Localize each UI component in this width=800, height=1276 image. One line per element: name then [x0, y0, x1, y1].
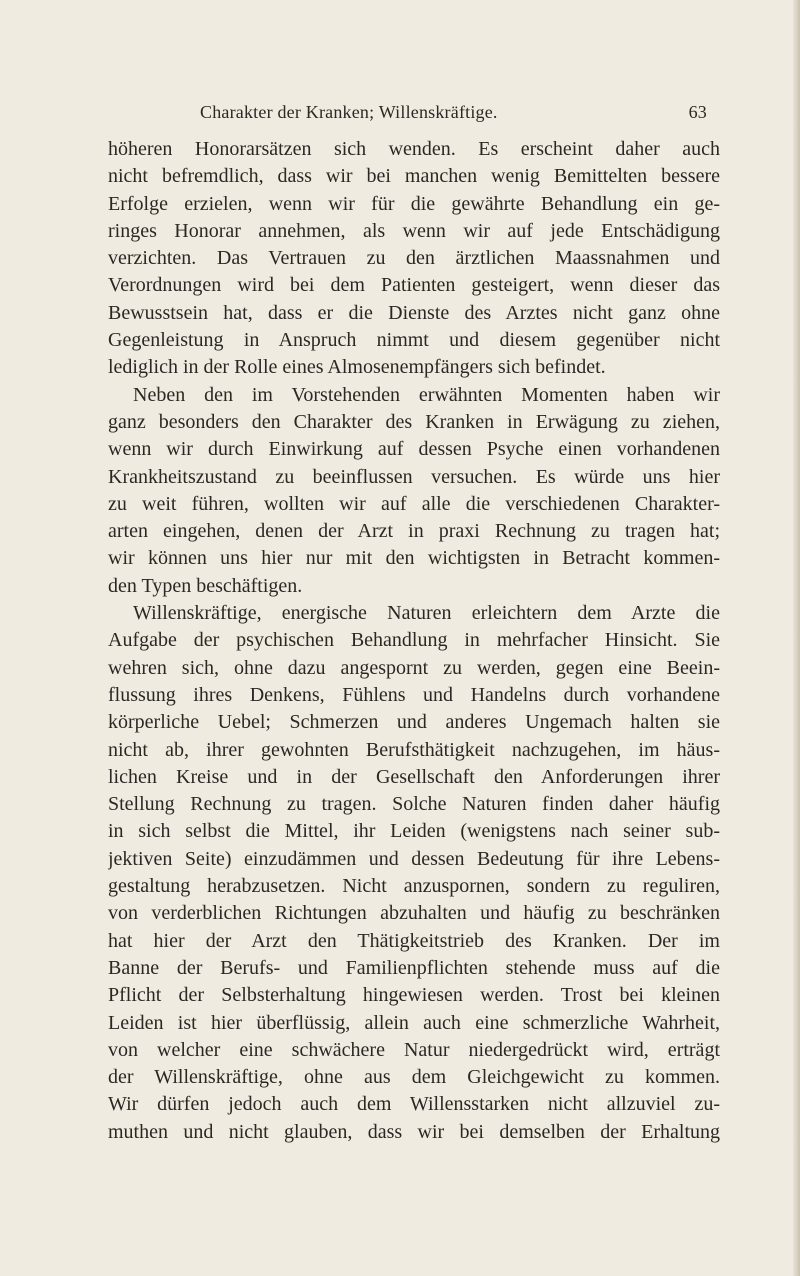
text-line: zu weit führen, wollten wir auf alle die verschiedenen Charakter- [108, 492, 720, 515]
text-line: in sich selbst die Mittel, ihr Leiden (wenigstens nach seiner sub- [108, 820, 720, 843]
text-line: körperliche Uebel; Schmerzen und anderes Ungemach halten sie [108, 711, 720, 734]
text-line: der Willenskräftige, ohne aus dem Gleichgewicht zu kommen. [108, 1066, 720, 1089]
text-line: Gegenleistung in Anspruch nimmt und diesem gegenüber nicht [108, 329, 720, 352]
page-number: 63 [688, 102, 707, 122]
text-line: ganz besonders den Charakter des Kranken in Erwägung zu ziehen, [108, 410, 720, 433]
text-line: wenn wir durch Einwirkung auf dessen Psyche einen vorhandenen [108, 438, 720, 461]
text-line: Banne der Berufs- und Familienpflichten stehende muss auf die [108, 956, 720, 979]
text-line: Bewusstsein hat, dass er die Dienste des Arztes nicht ganz ohne [108, 301, 720, 324]
running-header [200, 101, 707, 123]
text-line: verzichten. Das Vertrauen zu den ärztlichen Maassnahmen und [108, 247, 720, 270]
text-line: gestaltung herabzusetzen. Nicht anzuspornen, sondern zu reguliren, [108, 875, 720, 898]
running-title: Charakter der Kranken; Willenskräftige. [200, 102, 498, 122]
text-line: höheren Honorarsätzen sich wenden. Es erscheint daher auch [108, 138, 720, 160]
text-line: den Typen beschäftigen. [108, 574, 303, 597]
text-line: Pflicht der Selbsterhaltung hingewiesen werden. Trost bei kleinen [108, 984, 720, 1007]
text-line: Erfolge erzielen, wenn wir für die gewährte Behandlung ein ge- [108, 192, 720, 215]
text-line: Wir dürfen jedoch auch dem Willensstarken nicht allzuviel zu- [108, 1093, 720, 1116]
text-line: Stellung Rechnung zu tragen. Solche Naturen finden daher häufig [108, 793, 720, 816]
text-line: Verordnungen wird bei dem Patienten gesteigert, wenn dieser das [108, 274, 720, 297]
text-line: jektiven Seite) einzudämmen und dessen Bedeutung für ihre Lebens- [108, 847, 720, 870]
text-line: von welcher eine schwächere Natur niedergedrückt wird, erträgt [108, 1038, 720, 1061]
text-line: Willenskräftige, energische Naturen erleichtern dem Arzte die [133, 602, 720, 625]
text-line: muthen und nicht glauben, dass wir bei demselben der Erhaltung [108, 1120, 720, 1143]
text-line: von verderblichen Richtungen abzuhalten und häufig zu beschränken [108, 902, 720, 925]
text-line: Aufgabe der psychischen Behandlung in mehrfacher Hinsicht. Sie [108, 629, 720, 652]
text-line: hat hier der Arzt den Thätigkeitstrieb des Kranken. Der im [108, 929, 720, 952]
text-line: nicht befremdlich, dass wir bei manchen wenig Bemittelten bessere [108, 165, 720, 188]
body-text [108, 136, 720, 1146]
text-line: lediglich in der Rolle eines Almosenempfängers sich befindet. [108, 356, 606, 379]
text-line: nicht ab, ihrer gewohnten Berufsthätigkeit nachzugehen, im häus- [108, 738, 720, 761]
text-line: Neben den im Vorstehenden erwähnten Momenten haben wir [133, 383, 720, 406]
text-line: wehren sich, ohne dazu angespornt zu werden, gegen eine Beein- [108, 656, 720, 679]
text-line: arten eingehen, denen der Arzt in praxi Rechnung zu tragen hat; [108, 520, 720, 543]
text-line: lichen Kreise und in der Gesellschaft den Anforderungen ihrer [108, 765, 720, 788]
text-line: ringes Honorar annehmen, als wenn wir auf jede Entschädigung [108, 219, 720, 242]
page-edge-shadow [793, 0, 800, 1276]
text-line: flussung ihres Denkens, Fühlens und Handelns durch vorhandene [108, 683, 720, 706]
text-line: Krankheitszustand zu beeinflussen versuchen. Es würde uns hier [108, 465, 720, 488]
text-line: wir können uns hier nur mit den wichtigsten in Betracht kommen- [108, 547, 720, 570]
text-line: Leiden ist hier überflüssig, allein auch eine schmerzliche Wahrheit, [108, 1011, 720, 1034]
